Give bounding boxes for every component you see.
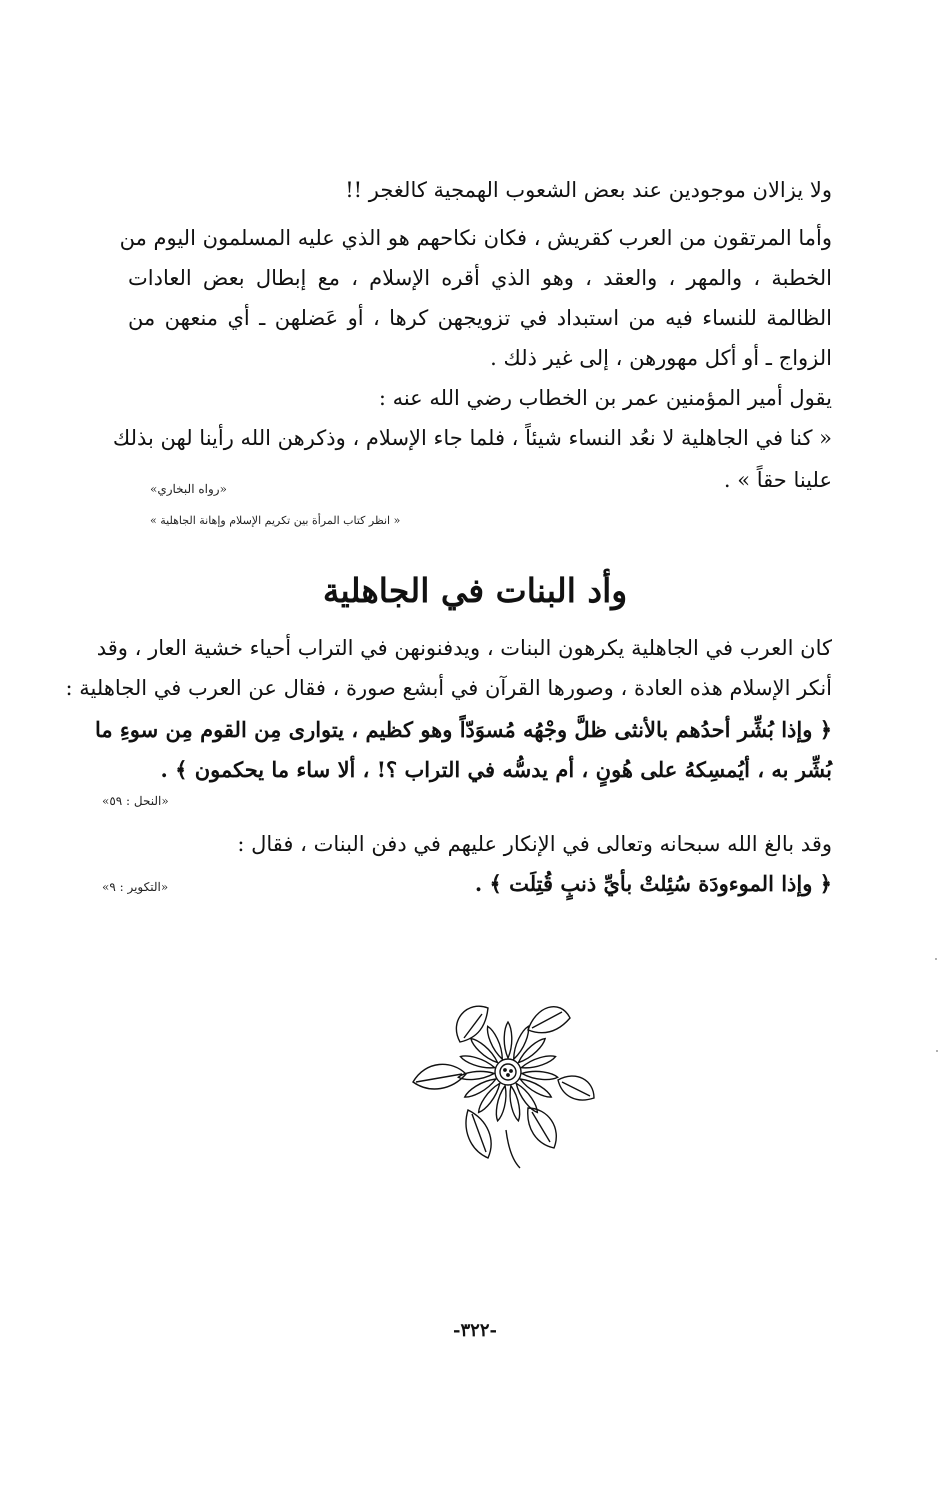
verse-citation: «النحل : ٥٩» [102,794,169,808]
citation-bukhari: «رواه البخاري» [150,482,227,496]
scan-speck [936,1050,938,1052]
text-line: الزواج ـ أو أكل مهورهن ، إلى غير ذلك . [490,346,832,370]
hadith-quote-line: علينا حقاً » . [723,468,832,492]
scan-speck [935,958,937,960]
text-line: الظالمة للنساء فيه من استبداد في تزويجهن كرها ، أو عَضلهن ـ أي منعهن من [128,306,832,330]
text-line: ولا يزالان موجودين عند بعض الشعوب الهمجية كالغجر !! [345,178,832,202]
text-line: أنكر الإسلام هذه العادة ، وصورها القرآن في أبشع صورة ، فقال عن العرب في الجاهلية : [65,676,832,700]
quran-verse-line: ﴿ وإذا الموءودَة سُئِلتْ بأيِّ ذنبٍ قُتِلَت ﴾ . [474,871,832,896]
quran-verse-line: بُشِّر به ، أيُمسِكهُ على هُونٍ ، أم يدسُّه في التراب ؟! ، ألا ساء ما يحكمون ﴾ . [160,757,832,782]
text-line: وقد بالغ الله سبحانه وتعالى في الإنكار عليهم في دفن البنات ، فقال : [237,832,832,856]
reference-note: « انظر كتاب المرأة بين تكريم الإسلام وإهانة الجاهلية » [150,514,401,527]
verse-citation: «التكوير : ٩» [102,880,169,894]
text-line: الخطبة ، والمهر ، والعقد ، وهو الذي أقره الإسلام ، مع إبطال بعض العادات [128,266,832,290]
text-line: كان العرب في الجاهلية يكرهون البنات ، ويدفنونهن في التراب أحياء خشية العار ، وقد [96,636,832,660]
text-line: وأما المرتقون من العرب كقريش ، فكان نكاحهم هو الذي عليه المسلمون اليوم من [119,226,832,250]
flower-ornament-icon [408,990,598,1170]
section-heading: وأد البنات في الجاهلية [322,571,628,610]
text-line: يقول أمير المؤمنين عمر بن الخطاب رضي الله عنه : [378,386,832,410]
quran-verse-line: ﴿ وإذا بُشِّر أحدُهم بالأنثى ظلَّ وجْهُه مُسوَدّاً وهو كظيم ، يتوارى مِن القوم مِن سوءِ ما [94,717,832,742]
hadith-quote-line: « كنا في الجاهلية لا نعُد النساء شيئاً ، فلما جاء الإسلام ، وذكرهن الله رأينا لهن بذلك [112,426,832,450]
page-number: -٣٢٢- [453,1320,497,1341]
